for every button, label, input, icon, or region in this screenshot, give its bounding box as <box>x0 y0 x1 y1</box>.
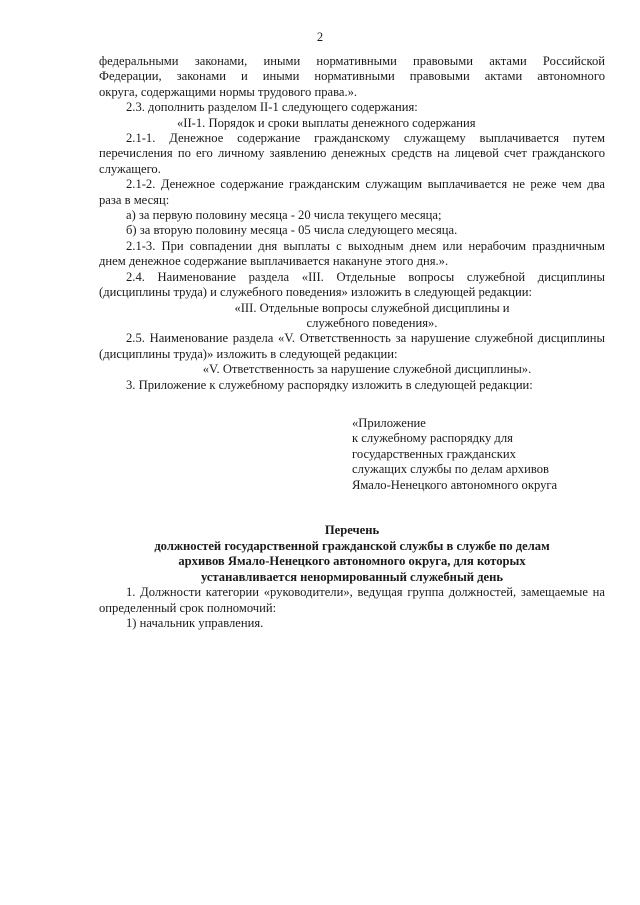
clause-2-5: 2.5. Наименование раздела «V. Ответственность за нарушение служебной дисциплины (дисциплины труда)» изложить в следующей редакции: <box>99 331 605 361</box>
section-heading-iii-cont: служебного поведения». <box>306 315 438 330</box>
list-paragraph-1: 1. Должности категории «руководители», ведущая группа должностей, замещаемые на определенный срок полномочий: <box>99 585 605 615</box>
clause-2-1-1: 2.1-1. Денежное содержание гражданскому служащему выплачивается путем перечисления по его личному заявлению денежных средств на лицевой счет гражданского служащего. <box>99 131 605 176</box>
appendix-line: государственных гражданских <box>352 446 516 461</box>
appendix-line: Ямало-Ненецкого автономного округа <box>352 477 558 492</box>
list-title <box>99 523 605 585</box>
text-line: федеральными законами, иными нормативными правовыми актами Российской <box>99 54 605 68</box>
clause-3: 3. Приложение к служебному распорядку изложить в следующей редакции: <box>126 377 533 392</box>
list-item-a: а) за первую половину месяца - 20 числа текущего месяца; <box>126 208 442 223</box>
text-line: округа, содержащими нормы трудового права.». <box>99 84 358 99</box>
page-number: 2 <box>316 30 324 44</box>
appendix-line: «Приложение <box>352 415 426 430</box>
section-heading-iii: «III. Отдельные вопросы служебной дисциплины и <box>234 300 510 315</box>
clause-2-1-2: 2.1-2. Денежное содержание гражданским служащим выплачивается не реже чем два раза в месяц: <box>99 177 605 207</box>
title-line: должностей государственной гражданской службы в службе по делам <box>154 538 550 553</box>
list-paragraph-2: 1) начальник управления. <box>126 616 264 631</box>
appendix-line: к служебному распорядку для <box>352 431 513 446</box>
document-body <box>99 54 605 632</box>
title-line: устанавливается ненормированный служебный день <box>200 569 504 584</box>
list-item-b: б) за вторую половину месяца - 05 числа следующего месяца. <box>126 223 458 238</box>
clause-2-4: 2.4. Наименование раздела «III. Отдельные вопросы служебной дисциплины (дисциплины труда) и служебного поведения» изложить в следующей редакции: <box>99 269 605 300</box>
title-line: Перечень <box>324 522 380 537</box>
clause-2-3: 2.3. дополнить разделом II-1 следующего содержания: <box>126 100 418 115</box>
section-heading-ii-1: «II-1. Порядок и сроки выплаты денежного содержания <box>177 115 476 130</box>
appendix-line: служащих службы по делам архивов <box>352 462 549 477</box>
section-heading-v: «V. Ответственность за нарушение служебной дисциплины». <box>202 362 532 377</box>
clause-2-1-3: 2.1-3. При совпадении дня выплаты с выходным днем или нерабочим праздничным днем денежное содержание выплачивается накануне этого дня.». <box>99 238 605 269</box>
appendix-reference <box>352 416 605 493</box>
title-line: архивов Ямало-Ненецкого автономного округа, для которых <box>178 554 526 569</box>
text-line: Федерации, законами и иными нормативными правовыми актами автономного <box>99 69 605 84</box>
